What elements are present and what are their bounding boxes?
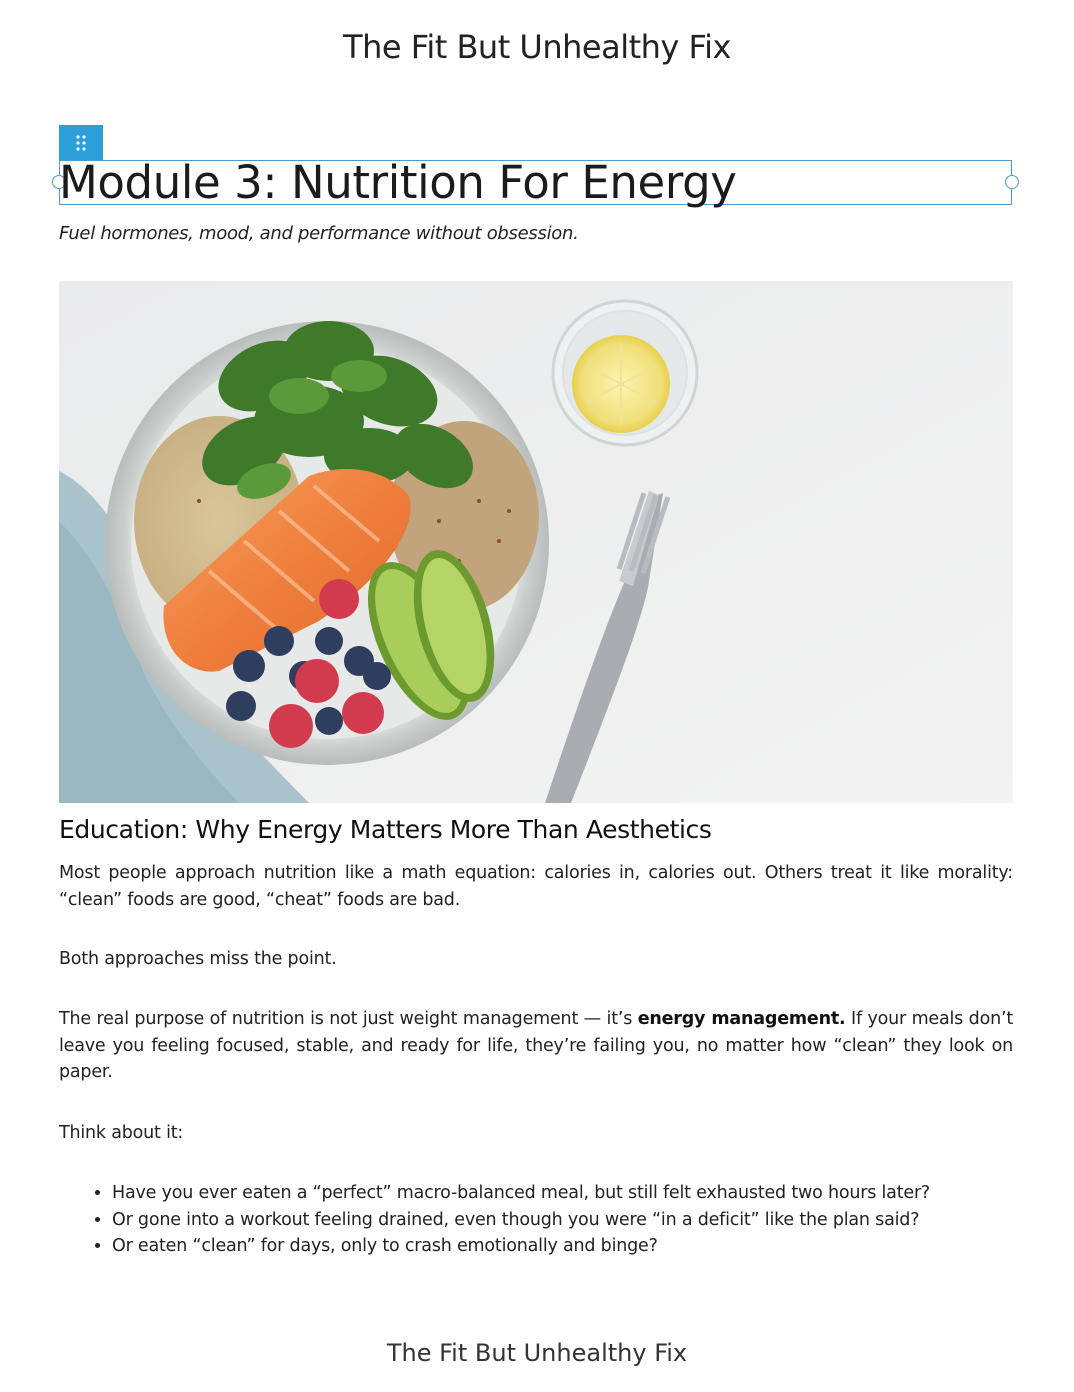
hero-image	[59, 281, 1013, 803]
paragraph-3: The real purpose of nutrition is not just weight management — it’s energy management. If your meals don’t leave you feeling focused, stable, and ready for life, they’re failing you, no matter how “clean” they look on paper.	[59, 1009, 1013, 1082]
bold-energy-management: energy management.	[637, 1009, 846, 1029]
drag-dots-icon	[75, 134, 87, 152]
list-item: • Or eaten “clean” for days, only to crash emotionally and binge?	[112, 1233, 1013, 1260]
module-subtitle: Fuel hormones, mood, and performance without obsession.	[59, 223, 579, 244]
list-item: • Or gone into a workout feeling drained, even though you were “in a deficit” like the plan said?	[112, 1207, 1013, 1234]
site-footer-title: The Fit But Unhealthy Fix	[386, 1339, 688, 1367]
list-item: • Have you ever eaten a “perfect” macro-balanced meal, but still felt exhausted two hours later?	[112, 1180, 1013, 1207]
site-header-title: The Fit But Unhealthy Fix	[343, 28, 731, 66]
paragraph-1: Most people approach nutrition like a math equation: calories in, calories out. Others treat it like morality: “clean” foods are good, “cheat” foods are bad.	[59, 863, 1013, 910]
bullet-list	[59, 1180, 1013, 1260]
module-title[interactable]: Module 3: Nutrition For Energy	[59, 156, 737, 209]
section-heading: Education: Why Energy Matters More Than Aesthetics	[59, 815, 712, 844]
block-drag-handle[interactable]	[59, 125, 103, 160]
paragraph-4: Think about it:	[59, 1123, 184, 1143]
resize-handle-right[interactable]	[1005, 175, 1019, 189]
paragraph-2: Both approaches miss the point.	[59, 949, 337, 969]
